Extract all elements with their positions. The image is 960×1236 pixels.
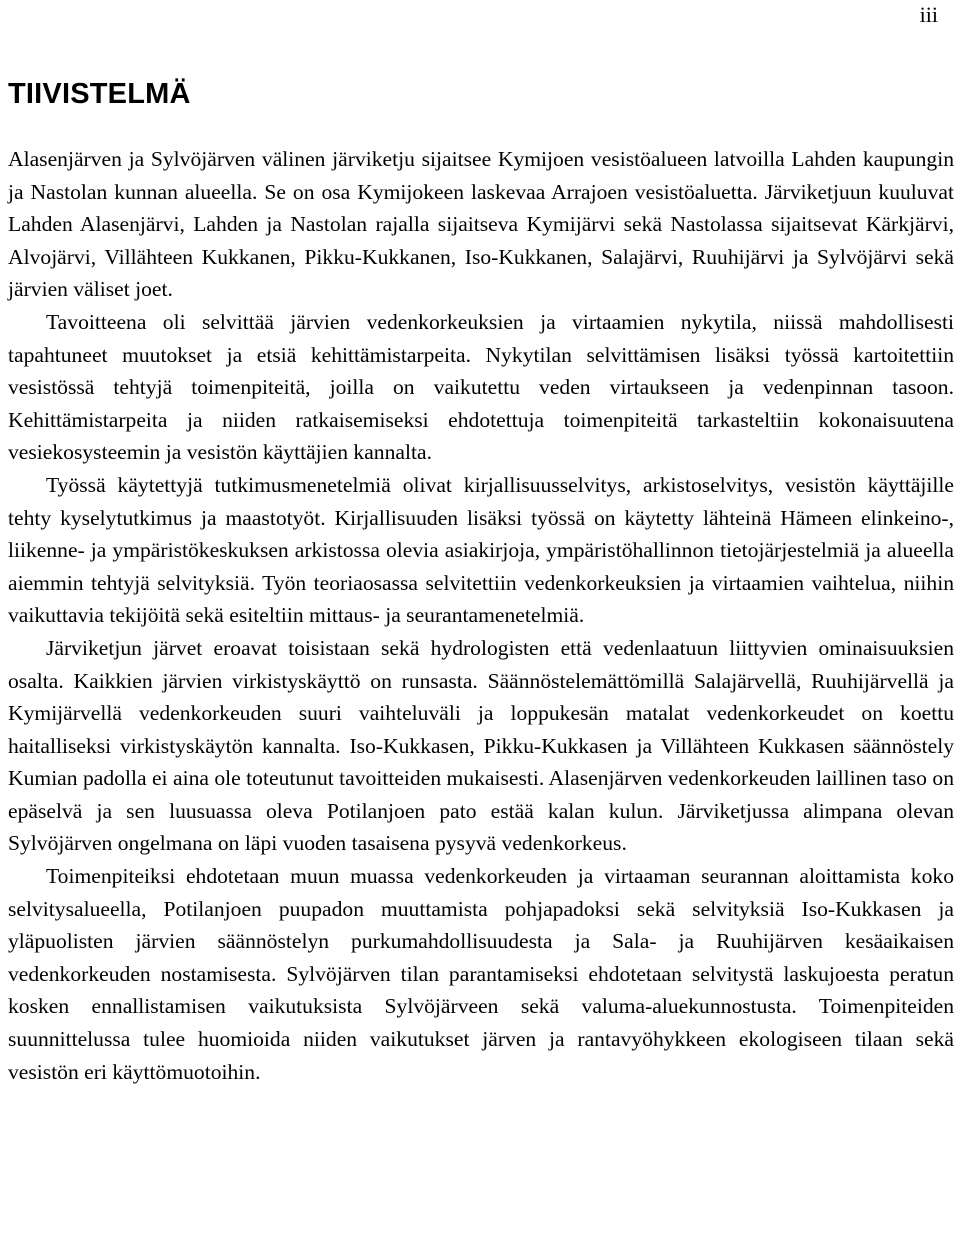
paragraph-results: Järviketjun järvet eroavat toisistaan sekä hydrologisten että vedenlaatuun liittyvien ominaisuuksien osalta. Kaikkien järvien virkistyskäyttö on runsasta. Säännöstelemättömillä Salajärvellä, Ruuhijärvellä ja Kymijärvellä vedenkorkeuden suuri vaihteluväli ja loppukesän matalat vedenkorkeudet on koettu haitalliseksi virkistyskäytön kannalta. Iso-Kukkasen, Pikku-Kukkasen ja Villähteen Kukkasen säännöstely Kumian padolla ei aina ole toteutunut tavoitteiden mukaisesti. Alasenjärven vedenkorkeuden laillinen taso on epäselvä ja sen luusuassa oleva Potilanjoen pato estää kalan kulun. Järviketjussa alimpana olevan Sylvöjärven ongelmana on läpi vuoden tasaisena pysyvä vedenkorkeus. — [8, 635, 954, 856]
paragraph-intro: Alasenjärven ja Sylvöjärven välinen järviketju sijaitsee Kymijoen vesistöalueen latvoilla Lahden kaupungin ja Nastolan kunnan alueella. Se on osa Kymijokeen laskevaa Arrajoen vesistöaluetta. Järviketjuun kuuluvat Lahden Alasenjärvi, Lahden ja Nastolan rajalla sijaitseva Kymijärvi sekä Nastolassa sijaitsevat Kärkjärvi, Alvojärvi, Villähteen Kukkanen, Pikku-Kukkanen, Iso-Kukkanen, Salajärvi, Ruuhijärvi ja Sylvöjärvi sekä järvien väliset joet. — [8, 147, 954, 302]
page-title: TIIVISTELMÄ — [8, 78, 191, 110]
paragraph-methods: Työssä käytettyjä tutkimusmenetelmiä olivat kirjallisuusselvitys, arkistoselvitys, vesistön käyttäjille tehty kyselytutkimus ja maastotyöt. Kirjallisuuden lisäksi työssä on käytetty lähteinä Hämeen elinkeino-, liikenne- ja ympäristökeskuksen arkistossa olevia asiakirjoja, ympäristöhallinnon tietojärjestelmiä ja alueella aiemmin tehtyjä selvityksiä. Työn teoriaosassa selvitettiin vedenkorkeuksien ja virtaamien vaihtelua, niihin vaikuttavia tekijöitä sekä esiteltiin mittaus- ja seurantamenetelmiä. — [8, 472, 954, 628]
paragraph-recommendations: Toimenpiteiksi ehdotetaan muun muassa vedenkorkeuden ja virtaaman seurannan aloittamista koko selvitysalueella, Potilanjoen puupadon muuttamista pohjapadoksi sekä selvityksiä Iso-Kukkasen ja yläpuolisten järvien säännöstelyn purkumahdollisuudesta ja Sala- ja Ruuhijärven kesäaikaisen vedenkorkeuden nostamisesta. Sylvöjärven tilan parantamiseksi ehdotetaan selvitystä laskujoesta peratun kosken ennallistamisen vaikutuksista Sylvöjärveen sekä valuma-aluekunnostusta. Toimenpiteiden suunnittelussa tulee huomioida niiden vaikutukset järven ja rantavyöhykkeen ekologiseen tilaan sekä vesistön eri käyttömuotoihin. — [8, 864, 954, 1084]
paragraph-objectives: Tavoitteena oli selvittää järvien vedenkorkeuksien ja virtaamien nykytila, niissä mahdollisesti tapahtuneet muutokset ja etsiä kehittämistarpeita. Nykytilan selvittämisen lisäksi työssä kartoitettiin vesistössä tehtyjä toimenpiteitä, joilla on vaikutettu veden virtaukseen ja vedenpinnan tasoon. Kehittämistarpeita ja niiden ratkaisemiseksi ehdotettuja toimenpiteitä tarkasteltiin kokonaisuutena vesiekosysteemin ja vesistön käyttäjien kannalta. — [8, 309, 954, 465]
abstract-body — [8, 143, 954, 1088]
page-number: iii — [919, 2, 938, 27]
